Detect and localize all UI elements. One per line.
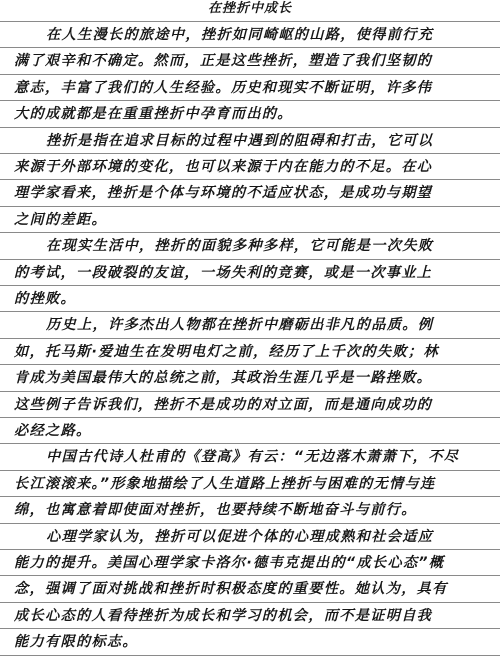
essay-line: 大的成就都是在重重挫折中孕育而出的。 [14, 106, 293, 123]
essay-line: 来源于外部环境的变化，也可以来源于内在能力的不足。在心 [14, 159, 433, 175]
essay-line: 能力的提升。美国心理学家卡洛尔·德韦克提出的“成长心态”概 [14, 555, 445, 571]
essay-line: 意志，丰富了我们的人生经验。历史和现实不断证明，许多伟 [14, 79, 433, 96]
essay-line: 心理学家认为，挫折可以促进个体的心理成熟和社会适应 [46, 528, 434, 545]
essay-line: 在人生漫长的旅途中，挫折如同崎岖的山路，使得前行充 [46, 27, 434, 43]
essay-line: 成长心态的人看待挫折为成长和学习的机会，而不是证明自我 [14, 607, 433, 624]
essay-line: 绵，也寓意着即使面对挫折，也要持续不断地奋斗与前行。 [14, 502, 417, 519]
essay-line: 满了艰辛和不确定。然而，正是这些挫折，塑造了我们坚韧的 [14, 53, 433, 70]
essay-line: 长江滚滚来。”形象地描绘了人生道路上挫折与困难的无情与连 [14, 475, 436, 492]
essay-line: 能力有限的标志。 [14, 634, 138, 651]
essay-line: 在现实生活中，挫折的面貌多种多样，它可能是一次失败 [46, 238, 434, 255]
essay-line: 如，托马斯·爱迪生在发明电灯之前，经历了上千次的失败；林 [14, 343, 439, 360]
essay-line: 理学家看来，挫折是个体与环境的不适应状态，是成功与期望 [14, 185, 433, 202]
essay-line: 这些例子告诉我们，挫折不是成功的对立面，而是通向成功的 [14, 396, 433, 413]
essay-line: 中国古代诗人杜甫的《登高》有云：“无边落木萧萧下，不尽 [46, 449, 460, 466]
essay-line: 的挫败。 [14, 291, 76, 307]
essay-line: 肯成为美国最伟大的总统之前，其政治生涯几乎是一路挫败。 [14, 370, 433, 387]
essay-line: 的考试，一段破裂的友谊，一场失利的竞赛，或是一次事业上 [14, 264, 433, 281]
essay-line: 之间的差距。 [14, 211, 107, 228]
essay-line: 历史上，许多杰出人物都在挫折中磨砺出非凡的品质。例 [46, 317, 434, 334]
essay-line: 必经之路。 [14, 423, 92, 439]
essay-line: 挫折是指在追求目标的过程中遇到的阻碍和打击，它可以 [46, 132, 434, 149]
essay-line: 念，强调了面对挑战和挫折时积极态度的重要性。她认为，具有 [14, 581, 448, 598]
essay-title: 在挫折中成长 [207, 1, 292, 16]
